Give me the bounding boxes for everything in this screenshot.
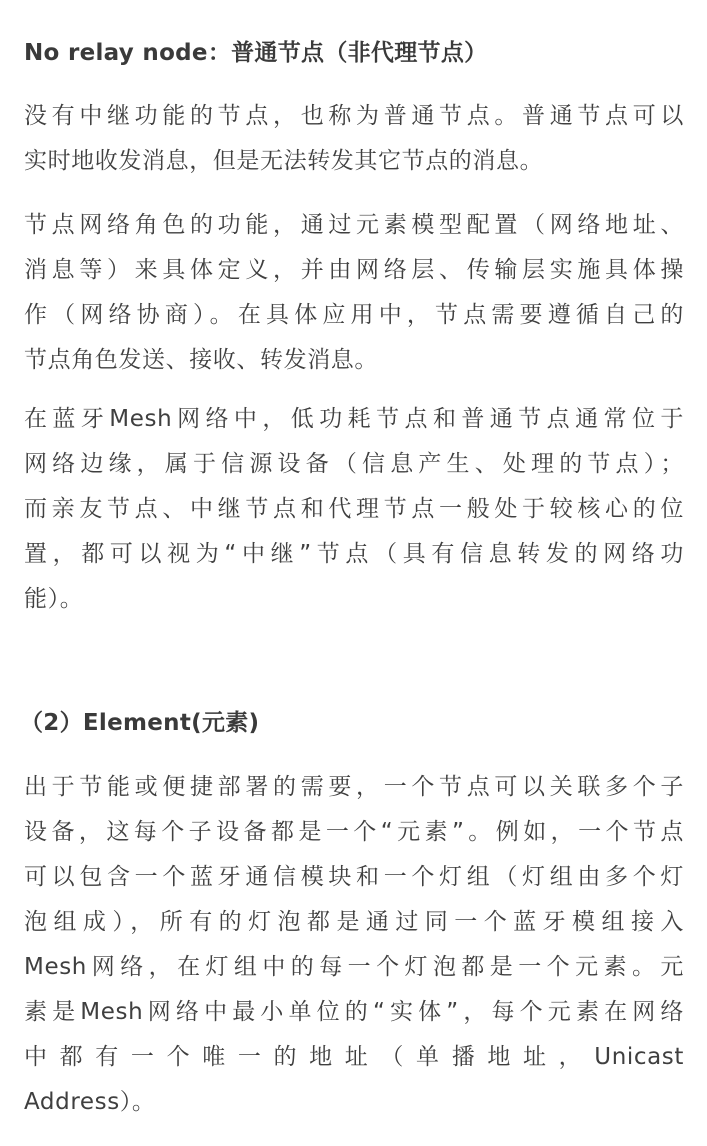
text-line: 设备，这每个子设备都是一个“元素”。例如，一个节点 — [24, 819, 684, 845]
text-line: 实时地收发消息，但是无法转发其它节点的消息。 — [24, 148, 544, 174]
text-line: 网络边缘，属于信源设备（信息产生、处理的节点）； — [24, 451, 684, 477]
text-line: 可以包含一个蓝牙通信模块和一个灯组（灯组由多个灯 — [24, 864, 684, 890]
section-heading-element: （2）Element(元素) — [20, 710, 260, 736]
text-line: 出于节能或便捷部署的需要，一个节点可以关联多个子 — [24, 774, 684, 800]
text-line: 置，都可以视为“中继”节点（具有信息转发的网络功 — [24, 541, 684, 567]
paragraph — [24, 397, 684, 622]
text-line: 作（网络协商）。在具体应用中，节点需要遵循自己的 — [24, 302, 684, 328]
paragraph — [24, 94, 684, 184]
text-line: 没有中继功能的节点，也称为普通节点。普通节点可以 — [24, 103, 684, 129]
text-line: 节点角色发送、接收、转发消息。 — [24, 347, 378, 373]
text-line: 节点网络角色的功能，通过元素模型配置（网络地址、 — [24, 212, 684, 238]
section-heading-no-relay-node: No relay node：普通节点（非代理节点） — [24, 40, 488, 66]
text-line: 能）。 — [24, 586, 84, 612]
paragraph — [24, 203, 684, 383]
text-line: Mesh网络，在灯组中的每一个灯泡都是一个元素。元 — [24, 954, 684, 980]
text-line: 中都有一个唯一的地址（单播地址，Unicast — [24, 1044, 684, 1070]
text-line: 而亲友节点、中继节点和代理节点一般处于较核心的位 — [24, 496, 684, 522]
text-line: 消息等）来具体定义，并由网络层、传输层实施具体操 — [24, 257, 684, 283]
text-line: 在蓝牙Mesh网络中，低功耗节点和普通节点通常位于 — [24, 406, 684, 432]
paragraph — [24, 765, 684, 1125]
text-line: 泡组成），所有的灯泡都是通过同一个蓝牙模组接入 — [24, 909, 684, 935]
text-line: 素是Mesh网络中最小单位的“实体”，每个元素在网络 — [24, 999, 684, 1025]
text-line: Address）。 — [24, 1089, 156, 1115]
